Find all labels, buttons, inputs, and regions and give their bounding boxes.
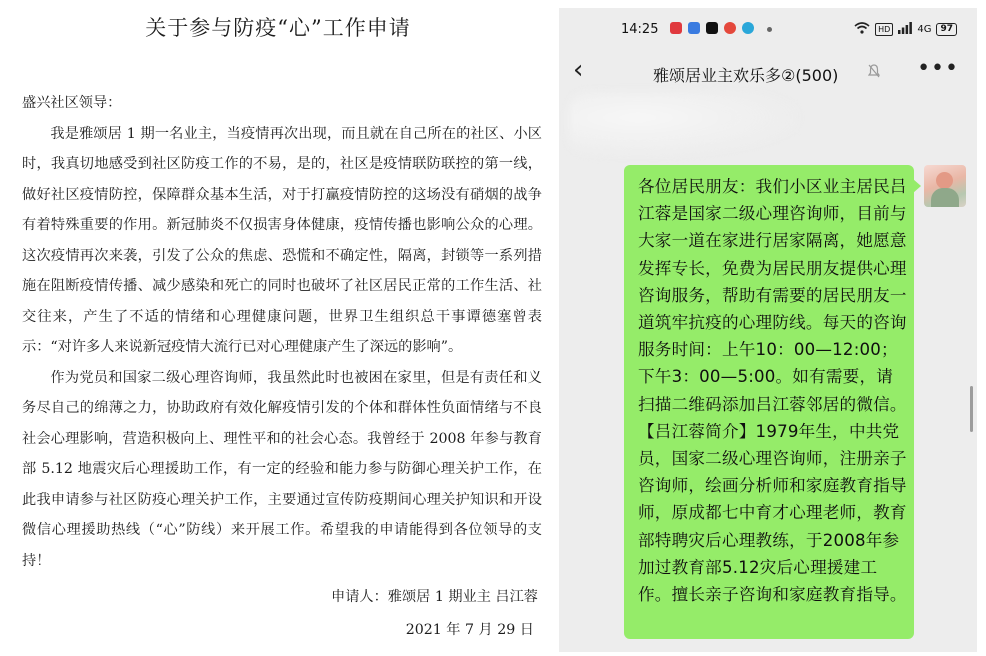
letter-paragraph-1: 我是雅颂居 1 期一名业主，当疫情再次出现，而且就在自己所在的社区、小区时，我真切地感受到社区防疫工作的不易，是的，社区是疫情联防联控的第一线，做好社区疫情防控，保障群众基本生活，对于打赢疫情防控的这场没有硝烟的战争有着特殊重要的作用。新冠肺炎不仅损害身体健康，疫情传播也影响公众的心理。这次疫情再次来袭，引发了公众的焦虑、恐慌和不确定性，隔离，封锁等一系列措施在阻断疫情传播、减少感染和死亡的同时也破坏了社区居民正常的工作生活、社交往来，产生了不适的情绪和心理健康问题，世界卫生组织总干事谭德塞曾表示：“对许多人来说新冠疫情大流行已对心理健康产生了深远的影响”。 [22, 125, 542, 355]
message-paragraph-1: 各位居民朋友：我们小区业主居民吕江蓉是国家二级心理咨询师，目前与大家一道在家进行居家隔离，她愿意发挥专长，免费为居民朋友提供心理咨询服务，帮助有需要的居民朋友一道筑牢抗疫的心理防线。每天的咨询服务时间：上午10：00—12:00；下午3：00—5:00。如有需要，请扫描二维码添加吕江蓉邻居的微信。 [638, 177, 907, 414]
letter-greeting: 盛兴社区领导： [22, 95, 122, 111]
message-bubble[interactable] [624, 165, 914, 639]
battery-icon: 97 [936, 23, 957, 36]
letter-body [22, 88, 542, 576]
mute-bell-icon [868, 64, 880, 82]
notification-app-icon [724, 22, 736, 34]
blurred-previous-message [569, 92, 799, 156]
signal-icon [898, 22, 912, 37]
status-bar [559, 8, 977, 44]
notification-app-icon [742, 22, 754, 34]
status-time: 14:25 [621, 22, 659, 37]
avatar[interactable] [924, 165, 966, 207]
chat-header [559, 50, 977, 90]
more-notifications-dot-icon [767, 27, 772, 32]
wifi-icon [854, 22, 870, 37]
tiktok-icon [706, 22, 718, 34]
letter-signature: 申请人：雅颂居 1 期业主 吕江蓉 [331, 589, 538, 605]
letter-title: 关于参与防疫“心”工作申请 [145, 16, 411, 40]
chat-screenshot [559, 8, 977, 652]
message-paragraph-2: 【吕江蓉简介】1979年生，中共党员，国家二级心理咨询师，注册亲子咨询师，绘画分析师和家庭教育指导师，原成都七中育才心理老师，教育部特聘灾后心理教练，于2008年参加过教育部5.12灾后心理援建工作。擅长亲子咨询和家庭教育指导。 [638, 421, 907, 605]
letter-paragraph-2: 作为党员和国家二级心理咨询师，我虽然此时也被困在家里，但是有责任和义务尽自己的绵薄之力，协助政府有效化解疫情引发的个体和群体性负面情绪与不良社会心理影响，营造积极向上、理性平和的社会心态。我曾经于 2008 年参与教育部 5.12 地震灾后心理援助工作，有一定的经验和能力参与防御心理关护工作，在此我申请参与社区防疫心理关护工作，主要通过宣传防疫期间心理关护知识和开设微信心理援助热线（“心”防线）来开展工作。希望我的申请能得到各位领导的支持！ [22, 369, 542, 569]
back-icon[interactable]: ‹ [573, 55, 584, 85]
hd-badge-icon: HD [875, 23, 893, 36]
network-type: 4G [917, 23, 932, 35]
scrollbar[interactable] [970, 386, 973, 432]
notification-app-icon [670, 22, 682, 34]
chat-title: 雅颂居业主欢乐多②(500) [653, 66, 839, 85]
more-icon[interactable]: ••• [917, 56, 959, 81]
notification-app-icon [688, 22, 700, 34]
status-indicators [854, 21, 957, 37]
letter-date: 2021 年 7 月 29 日 [405, 622, 534, 638]
